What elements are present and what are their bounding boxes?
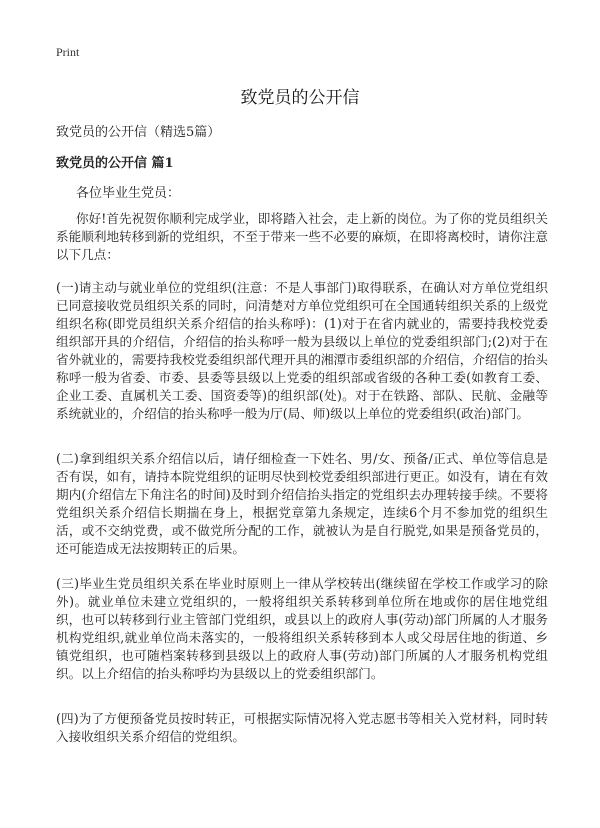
paragraph-point-1: (一)请主动与就业单位的党组织(注意：不是人事部门)取得联系，在确认对方单位党组织已同意接收党员组织关系的同时，问清楚对方单位党组织可在全国通转组织关系的上级党组织名称(即党员组织关系介绍信的抬头称呼)：(1)对于在省内就业的，需要持我校党委组织部开具的介绍信，介绍信的抬头称呼一般为县级以上单位的党委组织部门;(2)对于在省外就业的，需要持我校党委组织部代理开具的湘潭市委组织部的介绍信，介绍信的抬头称呼一般为省委、市委、县委等县级以上党委的组织部或省级的各种工委(如教育工委、企业工委、直属机关工委、国资委等)的组织部(处)。对于在铁路、部队、民航、金融等系统就业的，介绍信的抬头称呼一般为厅(局、师)级以上单位的党委组织(政治)部门。 bbox=[56, 280, 548, 421]
document-title: 致党员的公开信 bbox=[240, 88, 360, 108]
paragraph-point-3: (三)毕业生党员组织关系在毕业时原则上一律从学校转出(继续留在学校工作或学习的除外)。就业单位未建立党组织的，一般将组织关系转移到单位所在地或你的居住地党组织，也可以转移到行业主管部门党组织，或县以上的政府人事(劳动)部门所属的人才服务机构党组织,就业单位尚未落实的，一般将组织关系转移到本人或父母居住地的街道、乡镇党组织，也可随档案转移到县级以上的政府人事(劳动)部门所属的人才服务机构党组织。以上介绍信的抬头称呼均为县级以上的党委组织部门。 bbox=[56, 576, 548, 681]
print-label: Print bbox=[56, 45, 80, 59]
section-heading: 致党员的公开信 篇1 bbox=[56, 156, 174, 171]
greeting: 各位毕业生党员： bbox=[76, 186, 181, 201]
paragraph-intro: 你好!首先祝贺你顺利完成学业，即将踏入社会，走上新的岗位。为了你的党员组织关系能顺利地转移到新的党组织，不至于带来一些不必要的麻烦，在即将离校时，请你注意以下几点： bbox=[56, 211, 548, 262]
paragraph-point-2: (二)拿到组织关系介绍信以后，请仔细检查一下姓名、男/女、预备/正式、单位等信息是否有误，如有，请持本院党组织的证明尽快到校党委组织部进行更正。如没有，请在有效期内(介绍信左下角注名的时间)及时到介绍信抬头指定的党组织去办理转接手续。不要将党组织关系介绍信长期揣在身上，根据党章第九条规定，连续6个月不参加党的组织生活，或不交纳党费，或不做党所分配的工作，就被认为是自行脱党,如果是预备党员的，还可能造成无法按期转正的后果。 bbox=[56, 451, 548, 556]
document-subtitle: 致党员的公开信（精选5篇） bbox=[56, 125, 221, 140]
paragraph-point-4: (四)为了方便预备党员按时转正，可根据实际情况将入党志愿书等相关入党材料，同时转入接收组织关系介绍信的党组织。 bbox=[56, 711, 548, 744]
